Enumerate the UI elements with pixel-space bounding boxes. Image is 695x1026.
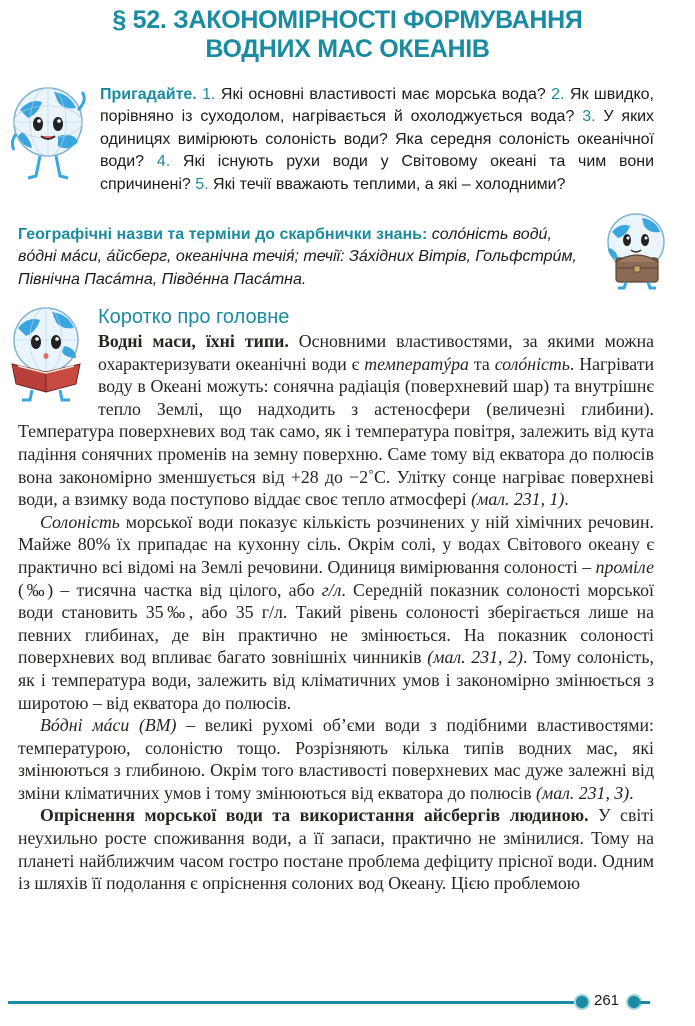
page-number: 261 [594, 992, 620, 1009]
question-2-number: 2. [551, 86, 565, 103]
term-temperature: температýра [364, 353, 469, 374]
question-5-number: 5. [195, 175, 209, 193]
paragraph-desalination: Опріснення морської води та використання айсбергів людиною. У світі неухильно росте споживання води, а її запаси, практично не змінилися. Тому на планеті найближчим часом гостро постане проблема дефіциту прісної води. Одним із шляхів її подолання є опріснення солоних вод Океану. Цією проблемою [18, 805, 655, 894]
question-1: Які основні властивості має морська вода? [215, 86, 552, 103]
figure-reference: (мал. 231, 1) [471, 489, 565, 510]
figure-reference: (мал. 231, 3) [535, 782, 630, 803]
key-terms-label: Географічні назви та терміни до скарбнички знань: [18, 226, 428, 243]
title-line-2: ВОДНИХ МАС ОКЕАНІВ [205, 35, 490, 63]
key-terms-list: соло́ність водú, вóдні мáси, áйсберг, океанічна течія́; течії: Зáхідних Вітрів, Гольфстрúм, Північна Пасáтна, Півдéнна Пасáтна. [18, 226, 577, 288]
globe-mascot-icon [8, 80, 90, 184]
footer-dot-left-icon [576, 996, 588, 1008]
recall-questions [18, 84, 654, 196]
key-terms [18, 224, 654, 291]
question-2: Як швидко, порівняно із суходолом, нагрівається й охолоджується вода? [100, 86, 654, 126]
footer-divider [8, 1001, 574, 1004]
title-line-1: § 52. ЗАКОНОМІРНОСТІ ФОРМУВАННЯ [112, 6, 583, 34]
term-promille: проміле [595, 556, 654, 577]
term-salinity: Солоність [40, 511, 120, 532]
globe-reading-book-icon [4, 302, 88, 402]
term-salinity: солóність [494, 353, 570, 374]
subheading-water-masses: Водні маси, їхні типи. [98, 331, 289, 351]
question-3-number: 3. [582, 108, 596, 126]
paragraph-water-masses-types: Водні маси, їхні типи. Основними властивостями, за якими можна охарактеризувати океанічні води є температýра та солóність. Нагрівати воду в Океані можуть: сонячна радіація (поверхневий шар) та внутрішнє тепло Землі, що надходить з астеносфери (величезні глибини). Температура поверхневих вод так само, як і температура повітря, залежить від кута падіння сонячних променів на земну поверхню. Саме тому від екватора до полюсів вона закономірно зменшується від +28 до −2˚С. Улітку сонце нагріває поверхневі води, а взимку вода поступово віддає своє тепло атмосфері (мал. 231, 1). [18, 331, 654, 510]
subheading-desalination: Опріснення морської води та використання айсбергів людиною. [40, 805, 589, 826]
question-4: Які існують рухи води у Світовому океані та чим вони спричинені? [100, 153, 655, 193]
question-3: У яких одиницях вимірюють солоність води? Яка середня солоність океанічної води? [100, 108, 655, 171]
section-heading: Коротко про головне [98, 306, 290, 328]
paragraph-water-masses-definition: Вóдні мáси (ВМ) – великі рухомі об’єми води з подібними властивостями: температурою, солоністю тощо. Розрізняють кілька типів водних мас, які змінюються з глибиною. Окрім того властивості поверхневих мас дуже залежні від зміни кліматичних умов і тому змінюються від екватора до полюсів (мал. 231, 3). [18, 715, 654, 803]
main-content [18, 304, 654, 895]
term-water-masses: Вóдні мáси (ВМ) [40, 715, 177, 736]
paragraph-salinity: Солоність морської води показує кількість розчинених у ній хімічних речовин. Майже 80% їх припадає на кухонну сіль. Окрім солі, у водах Світового океану є практично всі відомі на Землі речовини. Одиниця вимірювання солоності – проміле (‰) – тисячна частка від цілого, або г/л. Середній показник солоності морської води становить 35‰, або 35 г/л. Такий рівень солоності зберігається лише на певних глибинах, де він практично не змінюється. На показник солоності поверхневих вод впливає багато зовнішніх чинників (мал. 231, 2). Тому солоність, як і температура води, залежить від кліматичних умов і закономірно змінюється з широтою – від екватора до полюсів. [18, 511, 655, 713]
question-5: Які течії вважають теплими, а які – холодними? [208, 175, 566, 193]
footer-divider-tail [640, 1001, 650, 1004]
term-grams-per-litre: г/л [321, 579, 342, 600]
question-1-number: 1. [202, 86, 216, 103]
page-title [0, 6, 695, 64]
recall-label: Пригадайте. [100, 86, 197, 103]
footer-dot-right-icon [628, 996, 640, 1008]
figure-reference: (мал. 231, 2) [427, 647, 523, 668]
globe-with-chest-icon [596, 210, 676, 290]
question-4-number: 4. [156, 153, 171, 171]
